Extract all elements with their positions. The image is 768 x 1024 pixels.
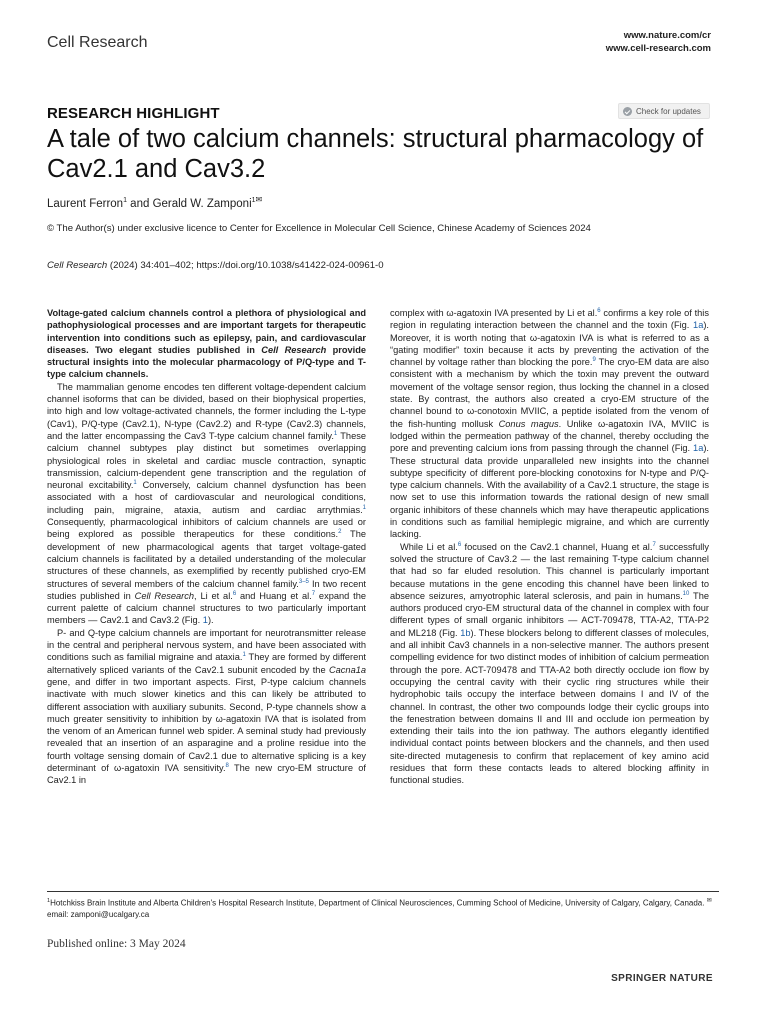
journal-urls [606, 29, 711, 55]
affiliation-mark: 1 [123, 197, 127, 204]
publisher-logo: SPRINGER NATURE [611, 973, 713, 984]
copyright-line: © The Author(s) under exclusive licence to Center for Excellence in Molecular Cell Science, Chinese Academy of Sciences 2024 [47, 223, 591, 234]
journal-url-cell-research[interactable]: www.cell-research.com [605, 43, 711, 54]
affiliation-mark: 1 [47, 898, 51, 904]
body-paragraph: While Li et al.$^6$ focused on the Cav2.1 channel, Huang et al.$^7$ successfully solved the structure of Cav3.2 — the last remaining T-type calcium channel that had so far eluded resolution. This channel is particularly important because mutations in the gene encoding this channel have been linked to absence seizures, amyotrophic lateral sclerosis, and pain in humans.$^{10}$ The authors produced cryo-EM structural data of the channel in complex with four different types of small organic inhibitors — ACT-709478, TTA-A2, TTA-P2 and ML218 (Fig. 1b). These blockers belong to different classes of molecules, and all inhibit Cav3 channels in a non-selective manner. The authors present compelling evidence for two distinct modes of inhibition of calcium permeation through the pore. ACT-709478 and TTA-A2 both directly occlude ion flow by occupying the central cavity with their cyclic ring structures while their hydrophobic tails occupy the interface between domains I and IV of the channel. In contrast, the other two compounds lodge their cyclic groups into the fenestration between domains II and III and occlude ion permeation by extending their tails into the ion pathway. The authors elegantly identified individual contact points between blockers and the channels, and then used site-directed mutagenesis to confirm that replacement of key amino acid residues that form these contacts leads to altered blocking affinity in functional studies. [390, 541, 709, 786]
author-name[interactable]: Laurent Ferron [47, 197, 124, 210]
body-paragraph: complex with ω-agatoxin IVA presented by Li et al.$^6$ confirms a key role of this region in regulating interaction between the channel and the toxin (Fig. 1a). Moreover, it is worth noting that ω-agatoxin IVA is what is referred to as a “gating modifier” toxin because it acts by preventing the activation of the channel by voltage rather than blocking the pore.$^9$ The cryo-EM data are also consistent with a mechanism by which the toxin may prevent the outward movement of the voltage sensor region, thus locking the channel in a closed state. By contrast, the authors also created a cryo-EM structure of the channel bound to ω-conotoxin MVIIC, a peptide isolated from the venom of the fish-hunting mollusk Conus magus. Unlike ω-agatoxin IVA, MVIIC is lodged within the permeation pathway of the channel, thereby occluding the pore and preventing calcium ions from passing through the channel (Fig. 1a). These structural data provide unparalleled new insights into the channel subtype specificity of different pore-blocking conotoxins for N-type and P/Q-type calcium channels. With the availability of a Cav2.1 structure, the stage is now set to use this information towards the rational design of new small organic inhibitors of these channels which may have therapeutic applications in conditions such as familial hemiplegic migraine, and which are currently lacking. [390, 307, 709, 540]
citation-details[interactable]: (2024) 34:401–402; https://doi.org/10.1038/s41422-024-00961-0 [107, 260, 384, 271]
affiliation-mark: 1 [251, 197, 256, 204]
corresponding-email[interactable]: email: zamponi@ucalgary.ca [47, 909, 150, 919]
body-paragraph: P- and Q-type calcium channels are important for neurotransmitter release in the central and peripheral nervous system, and have been associated with conditions such as familial migraine and ataxia.$^1$ They are formed by different alternatively spliced variants of the Cav2.1 subunit encoded by the Cacna1a gene, and differ in two important aspects. First, P-type calcium channels inactivate with much slower kinetics and this can likely be attributed to different association with auxiliary subunits. Second, P-type channels show a much greater sensitivity to inhibition by ω-agatoxin IVA that is isolated from the venom of an American funnel web spider. A seminal study had previously revealed that an insertion of an asparagine and a proline residue into the fourth voltage sensing domain of Cav2.1 due to alternative splicing is a key determinant of ω-agatoxin IVA sensitivity.$^8$ The new cryo-EM structure of Cav2.1 in [47, 627, 366, 786]
author-connector: and [126, 197, 153, 210]
journal-name: Cell Research [47, 34, 148, 51]
citation-line [47, 260, 384, 271]
article-title: A tale of two calcium channels: structural pharmacology of Cav2.1 and Cav3.2 [47, 125, 704, 183]
check-icon [623, 107, 632, 116]
envelope-icon: ✉ [706, 898, 712, 904]
citation-journal: Cell Research [47, 260, 108, 271]
check-for-updates-button[interactable] [618, 103, 710, 119]
published-date: Published online: 3 May 2024 [47, 938, 186, 950]
body-column-left [47, 307, 366, 787]
footnote-divider [47, 891, 719, 892]
author-list [47, 195, 262, 210]
affiliation-text: Hotchkiss Brain Institute and Alberta Children's Hospital Research Institute, Department of Clinical Neurosciences, Cumming School of Medicine, University of Calgary, Calgary, Canada. [50, 898, 707, 908]
envelope-icon[interactable]: ✉ [255, 195, 263, 204]
journal-url-nature[interactable]: www.nature.com/cr [623, 30, 711, 41]
author-name[interactable]: Gerald W. Zamponi [152, 197, 252, 210]
affiliation-footnote [47, 896, 719, 920]
body-paragraph: The mammalian genome encodes ten different voltage-dependent calcium channel isoforms that can be divided, based on their biophysical properties, into high and low voltage-activated channels, the former including the L-type (Cav1), P/Q-type (Cav2.1), N-type (Cav2.2) and R-type (Cav2.3) channels, and the latter encompassing the Cav3 T-type calcium channel family.$^1$ These calcium channel subtypes play distinct but sometimes overlapping physiological roles in skeletal and cardiac muscle contraction, synaptic transmission, calcium-dependent gene transcription and the regulation of neuronal excitability.$^1$ Conversely, calcium channel dysfunction has been associated with a host of cardiovascular and neurological conditions, including pain, migraine, ataxia, autism and cardiac arrythmias.$^1$ Consequently, pharmacological inhibitors of calcium channels are used or being explored as possible therapeutics for these conditions.$^2$ The development of new pharmacological agents that target voltage-gated calcium channels is facilitated by a detailed understanding of the molecular structures of these channels, as exemplified by recently published cryo-EM structures of several members of the calcium channel family.$^{3-5}$ In two recent studies published in Cell Research, Li et al.$^6$ and Huang et al.$^7$ expand the current palette of calcium channel structures to two particularly important members — Cav2.1 and Cav3.2 (Fig. 1). [47, 381, 366, 626]
abstract-paragraph: Voltage-gated calcium channels control a plethora of physiological and pathophysiological processes and are important targets for therapeutic intervention into conditions such as epilepsy, pain, and cardiovascular diseases. Two elegant studies published in Cell Research provide structural insights into the molecular pharmacology of P/Q-type and T-type calcium channels. [47, 308, 367, 380]
check-for-updates-label: Check for updates [636, 106, 701, 116]
body-column-right [390, 307, 709, 787]
article-type-label: RESEARCH HIGHLIGHT [47, 105, 220, 122]
